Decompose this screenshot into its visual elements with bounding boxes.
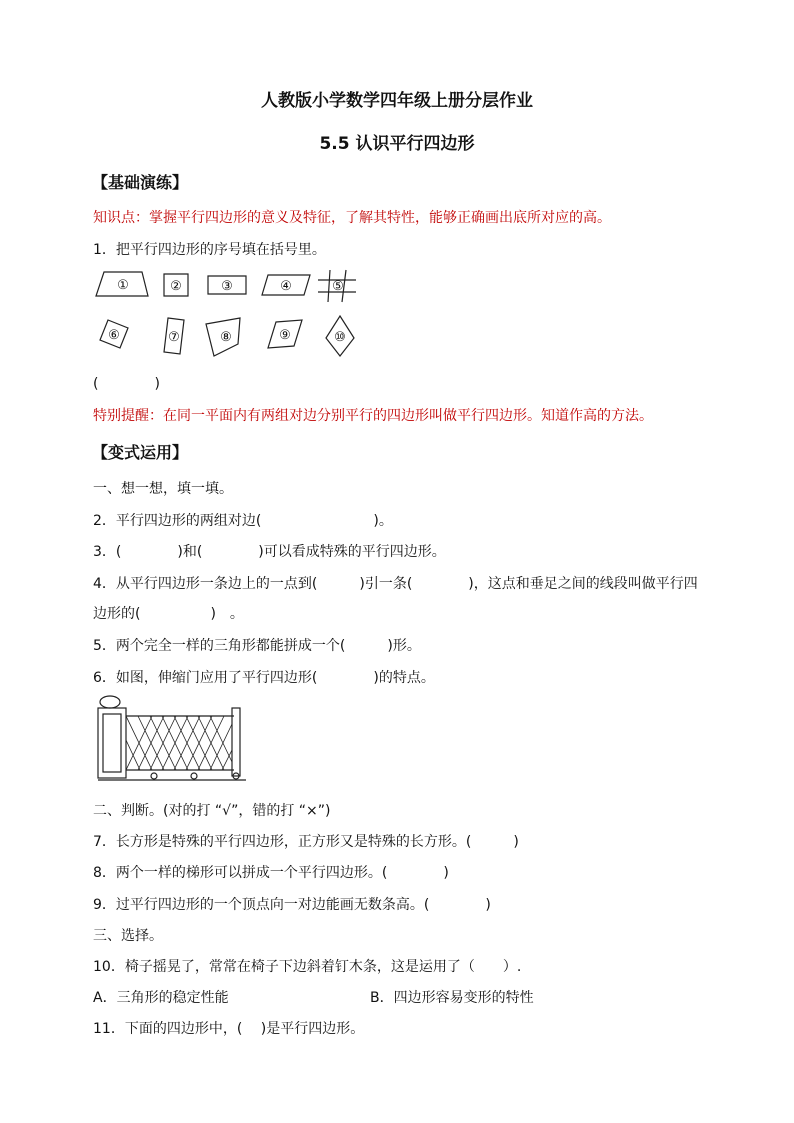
shape-label: ⑧ (220, 330, 232, 345)
shape-label: ⑨ (279, 328, 291, 343)
knowledge-point: 知识点：掌握平行四边形的意义及特征，了解其特性，能够正确画出底所对应的高。 (93, 210, 611, 226)
retractable-gate-image (94, 694, 250, 784)
shape-label: ④ (280, 279, 292, 294)
gate-post (98, 708, 126, 778)
document-subtitle: 5.5 认识平行四边形 (319, 134, 475, 154)
part-2-heading: 二、判断。(对的打 “√”，错的打 “×”) (93, 803, 331, 819)
document-title: 人教版小学数学四年级上册分层作业 (261, 91, 533, 111)
quadrilateral-shapes-figure (92, 266, 372, 366)
question-1: 1．把平行四边形的序号填在括号里。 (93, 242, 326, 258)
question-4-line-1: 4．从平行四边形一条边上的一点到( )引一条( )，这点和垂足之间的线段叫做平行四 (93, 576, 698, 592)
question-6: 6．如图，伸缩门应用了平行四边形( )的特点。 (93, 670, 435, 686)
gate-end-post (232, 708, 240, 776)
gate-post-lamp (100, 696, 120, 708)
part-1-heading: 一、想一想，填一填。 (93, 481, 233, 497)
section-heading-basic: 【基础演练】 (92, 173, 189, 192)
answer-blank: ( ) (93, 376, 160, 392)
question-9: 9．过平行四边形的一个顶点向一对边能画无数条高。( ) (93, 897, 491, 913)
shape-label: ⑥ (108, 328, 120, 343)
shape-label: ③ (221, 279, 233, 294)
shape-label: ⑤ (332, 279, 344, 294)
question-10-option-a: A．三角形的稳定性能 (93, 990, 229, 1006)
gate-lattice (126, 716, 232, 770)
question-2: 2．平行四边形的两组对边( )。 (93, 513, 393, 529)
question-10-option-b: B．四边形容易变形的特性 (370, 990, 534, 1006)
question-10: 10．椅子摇晃了，常常在椅子下边斜着钉木条，这是运用了（ ）. (93, 959, 522, 975)
shape-label: ⑩ (334, 330, 346, 345)
shape-label: ② (170, 279, 182, 294)
question-4-line-2: 边形的( ) 。 (93, 606, 244, 622)
gate-post-panel (103, 714, 121, 772)
shape-label: ⑦ (168, 330, 180, 345)
question-3: 3．( )和( )可以看成特殊的平行四边形。 (93, 544, 446, 560)
part-3-heading: 三、选择。 (93, 928, 163, 944)
special-tip: 特别提醒：在同一平面内有两组对边分别平行的四边形叫做平行四边形。知道作高的方法。 (93, 408, 653, 424)
shape-label: ① (117, 278, 129, 293)
question-5: 5．两个完全一样的三角形都能拼成一个( )形。 (93, 638, 421, 654)
question-7: 7．长方形是特殊的平行四边形，正方形又是特殊的长方形。( ) (93, 834, 519, 850)
question-11: 11．下面的四边形中，( )是平行四边形。 (93, 1021, 365, 1037)
section-heading-variant: 【变式运用】 (92, 443, 189, 462)
question-8: 8．两个一样的梯形可以拼成一个平行四边形。( ) (93, 865, 449, 881)
